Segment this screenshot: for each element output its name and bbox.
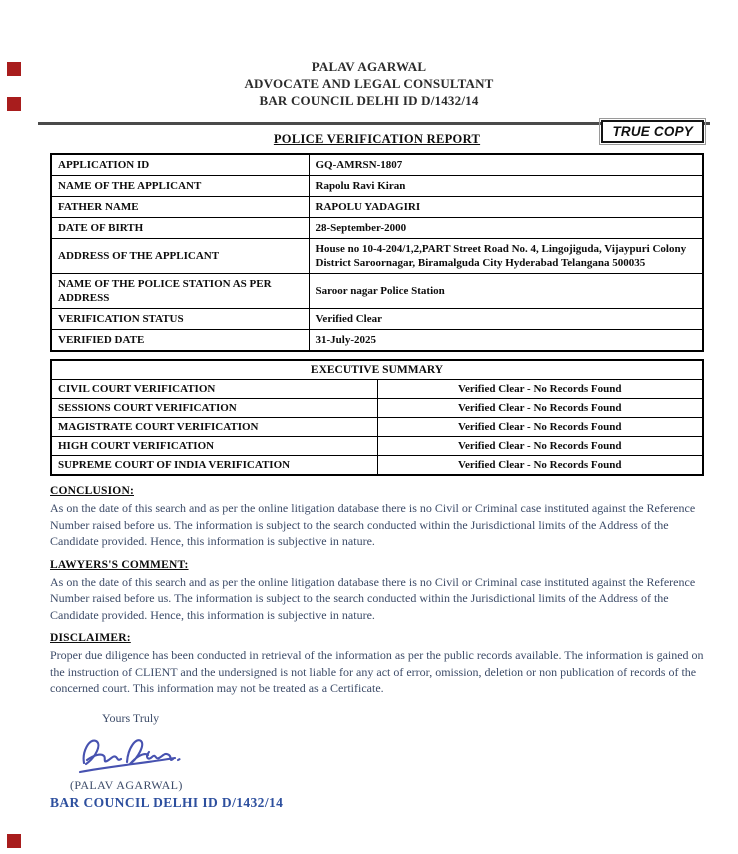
signature-ink xyxy=(72,730,704,780)
executive-summary-table xyxy=(50,359,704,476)
table-row xyxy=(51,380,703,399)
court-label-magistrate: MAGISTRATE COURT VERIFICATION xyxy=(51,418,377,437)
field-value-verified-date: 31-July-2025 xyxy=(309,330,703,352)
field-label-applicant-name: NAME OF THE APPLICANT xyxy=(51,176,309,197)
true-copy-stamp: TRUE COPY xyxy=(601,120,704,143)
field-label-address: ADDRESS OF THE APPLICANT xyxy=(51,239,309,274)
field-label-date-of-birth: DATE OF BIRTH xyxy=(51,218,309,239)
field-value-date-of-birth: 28-September-2000 xyxy=(309,218,703,239)
lawyers-comment-section xyxy=(50,559,704,624)
disclaimer-section xyxy=(50,632,704,697)
disclaimer-heading: DISCLAIMER: xyxy=(50,632,131,644)
table-row xyxy=(51,309,703,330)
table-row xyxy=(51,330,703,352)
field-value-application-id: GQ-AMRSN-1807 xyxy=(309,154,703,176)
table-row xyxy=(51,437,703,456)
applicant-details-table xyxy=(50,153,704,352)
advocate-name: PALAV AGARWAL xyxy=(311,59,427,74)
conclusion-heading: CONCLUSION: xyxy=(50,485,134,497)
court-label-high: HIGH COURT VERIFICATION xyxy=(51,437,377,456)
field-value-police-station: Saroor nagar Police Station xyxy=(309,274,703,309)
table-row xyxy=(51,218,703,239)
court-label-civil: CIVIL COURT VERIFICATION xyxy=(51,380,377,399)
court-result-supreme: Verified Clear - No Records Found xyxy=(377,456,703,476)
table-row xyxy=(51,418,703,437)
table-row xyxy=(51,197,703,218)
court-result-magistrate: Verified Clear - No Records Found xyxy=(377,418,703,437)
table-row xyxy=(51,456,703,476)
red-corner-marker-top-1 xyxy=(7,62,21,76)
field-label-father-name: FATHER NAME xyxy=(51,197,309,218)
court-result-civil: Verified Clear - No Records Found xyxy=(377,380,703,399)
report-body xyxy=(50,132,704,811)
signoff-bar-id: BAR COUNCIL DELHI ID D/1432/14 xyxy=(50,794,284,810)
document-page xyxy=(0,58,738,854)
field-value-father-name: RAPOLU YADAGIRI xyxy=(309,197,703,218)
court-result-sessions: Verified Clear - No Records Found xyxy=(377,399,703,418)
report-title: POLICE VERIFICATION REPORT xyxy=(273,132,481,146)
red-corner-marker-bottom xyxy=(7,834,21,848)
table-row xyxy=(51,399,703,418)
court-label-supreme: SUPREME COURT OF INDIA VERIFICATION xyxy=(51,456,377,476)
court-label-sessions: SESSIONS COURT VERIFICATION xyxy=(51,399,377,418)
closing-line: Yours Truly xyxy=(102,710,160,725)
conclusion-text: As on the date of this search and as per the online litigation database there is no Civil or Criminal case instituted against the Reference Number raised before us. The information is subject to the search conducted within the Jurisdictional limits of the Address of the Candidate provided. Hence, this information is subjective in nature. xyxy=(50,501,696,548)
letterhead xyxy=(0,58,738,109)
signatory-name: (PALAV AGARWAL) xyxy=(70,777,183,792)
field-label-verified-date: VERIFIED DATE xyxy=(51,330,309,352)
field-value-applicant-name: Rapolu Ravi Kiran xyxy=(309,176,703,197)
executive-summary-title: EXECUTIVE SUMMARY xyxy=(51,360,703,380)
field-label-police-station: NAME OF THE POLICE STATION AS PER ADDRESS xyxy=(51,274,309,309)
lawyers-comment-heading: LAWYERS'S COMMENT: xyxy=(50,558,189,571)
field-value-address: House no 10-4-204/1,2,PART Street Road No. 4, Lingojiguda, Vijaypuri Colony District Saroornagar, Biramalguda City Hyderabad Telangana 500035 xyxy=(309,239,703,274)
conclusion-section xyxy=(50,485,704,550)
letterhead-bar-id: BAR COUNCIL DELHI ID D/1432/14 xyxy=(259,93,479,108)
table-row xyxy=(51,239,703,274)
advocate-title: ADVOCATE AND LEGAL CONSULTANT xyxy=(244,76,494,91)
disclaimer-text: Proper due diligence has been conducted in retrieval of the information as per the public records available. The information is gained on the instruction of CLIENT and the undersigned is not liable for any act of error, omission, deletion or non publication of records of the concerned court. This information may not be treated as a Certificate. xyxy=(50,648,704,695)
field-label-verification-status: VERIFICATION STATUS xyxy=(51,309,309,330)
table-row xyxy=(51,176,703,197)
field-label-application-id: APPLICATION ID xyxy=(51,154,309,176)
red-corner-marker-top-2 xyxy=(7,97,21,111)
table-row xyxy=(51,360,703,380)
field-value-verification-status: Verified Clear xyxy=(309,309,703,330)
table-row xyxy=(51,154,703,176)
table-row xyxy=(51,274,703,309)
court-result-high: Verified Clear - No Records Found xyxy=(377,437,703,456)
lawyers-comment-text: As on the date of this search and as per the online litigation database there is no Civil or Criminal case instituted against the Reference Number raised before us. The information is subject to the search conducted within the Jurisdictional limits of the Address of the Candidate provided. Hence, this information is subjective in nature. xyxy=(50,574,696,622)
